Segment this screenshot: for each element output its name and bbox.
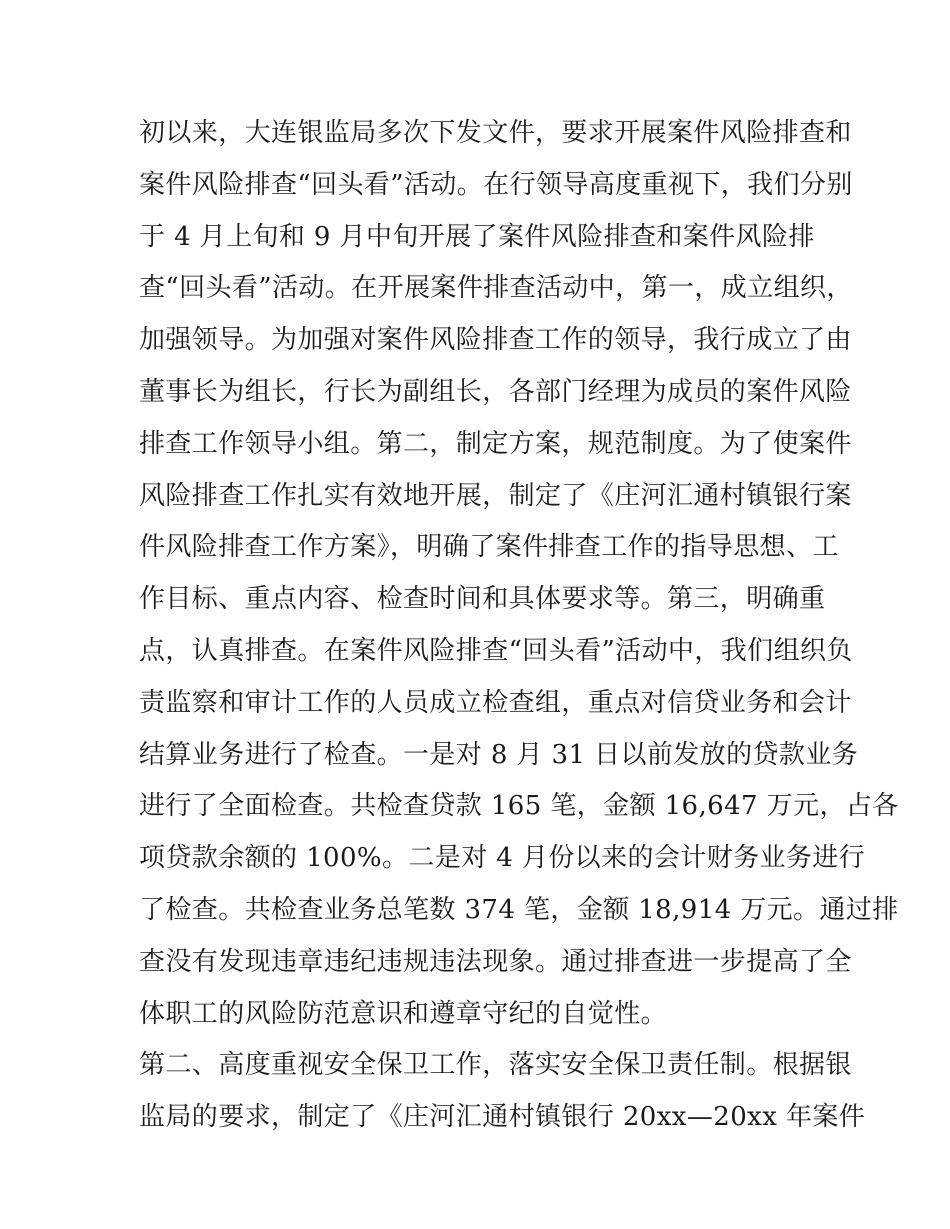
text-line: 体职工的风险防范意识和遵章守纪的自觉性。 [139, 998, 668, 1029]
body-text [139, 108, 899, 1144]
text-line: 结算业务进行了检查。一是对 8 月 31 日以前发放的贷款业务 [139, 739, 859, 770]
text-line: 加强领导。为加强对案件风险排查工作的领导，我行成立了由 [139, 325, 852, 356]
text-line: 初以来，大连银监局多次下发文件，要求开展案件风险排查和 [139, 118, 852, 148]
text-line: 责监察和审计工作的人员成立检查组，重点对信贷业务和会计 [139, 687, 852, 718]
text-line: 点，认真排查。在案件风险排查“回头看”活动中，我们组织负 [139, 635, 853, 666]
text-line: 查“回头看”活动。在开展案件排查活动中，第一，成立组织， [139, 273, 853, 304]
text-line: 风险排查工作扎实有效地开展，制定了《庄河汇通村镇银行案 [139, 480, 852, 511]
text-line: 监局的要求，制定了《庄河汇通村镇银行 20xx—20xx 年案件 [139, 1102, 866, 1133]
text-line: 件风险排查工作方案》，明确了案件排查工作的指导思想、工 [139, 532, 839, 563]
text-line: 项贷款余额的 100%。二是对 4 月份以来的会计财务业务进行 [139, 843, 866, 874]
text-line: 查没有发现违章违纪违规违法现象。通过排查进一步提高了全 [139, 946, 852, 977]
text-line: 第二、高度重视安全保卫工作，落实安全保卫责任制。根据银 [139, 1050, 852, 1081]
text-line: 案件风险排查“回头看”活动。在行领导高度重视下，我们分别 [139, 169, 853, 200]
text-line: 作目标、重点内容、检查时间和具体要求等。第三，明确重 [139, 584, 826, 615]
text-line: 进行了全面检查。共检查贷款 165 笔，金额 16,647 万元，占各 [139, 791, 899, 822]
text-line: 于 4 月上旬和 9 月中旬开展了案件风险排查和案件风险排 [139, 221, 815, 252]
text-line: 董事长为组长，行长为副组长，各部门经理为成员的案件风险 [139, 376, 852, 407]
text-line: 了检查。共检查业务总笔数 374 笔，金额 18,914 万元。通过排 [139, 894, 899, 925]
text-line: 排查工作领导小组。第二，制定方案，规范制度。为了使案件 [139, 428, 852, 459]
